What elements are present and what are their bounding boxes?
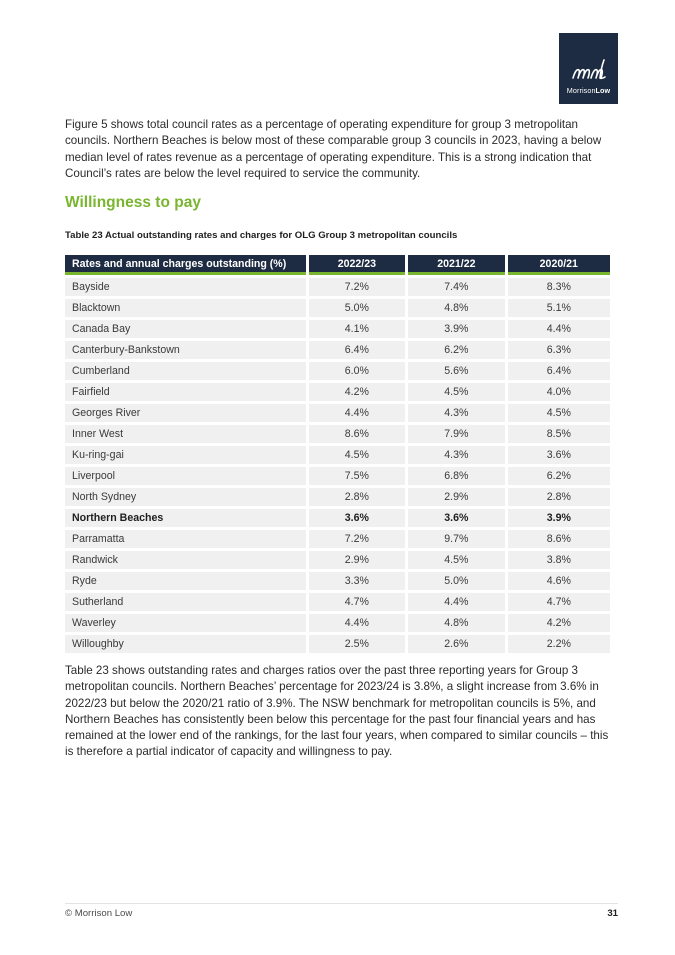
council-name-cell: Willoughby — [65, 635, 306, 653]
company-logo — [559, 33, 618, 104]
value-2021-22-cell: 3.6% — [408, 509, 505, 527]
table-header-row — [65, 255, 610, 275]
table-row — [65, 383, 610, 401]
table-body — [65, 278, 610, 653]
value-2022-23-cell: 8.6% — [309, 425, 406, 443]
value-2021-22-cell: 9.7% — [408, 530, 505, 548]
council-name-cell: Canada Bay — [65, 320, 306, 338]
value-2022-23-cell: 2.9% — [309, 551, 406, 569]
value-2021-22-cell: 6.2% — [408, 341, 505, 359]
table-caption: Table 23 Actual outstanding rates and charges for OLG Group 3 metropolitan councils — [65, 230, 458, 241]
table-row — [65, 488, 610, 506]
footer-divider — [65, 903, 618, 904]
value-2020-21-cell: 4.7% — [508, 593, 610, 611]
value-2021-22-cell: 4.4% — [408, 593, 505, 611]
value-2022-23-cell: 4.2% — [309, 383, 406, 401]
council-name-cell: Northern Beaches — [65, 509, 306, 527]
council-name-cell: Blacktown — [65, 299, 306, 317]
value-2021-22-cell: 7.9% — [408, 425, 505, 443]
column-header-2020-21: 2020/21 — [508, 255, 610, 275]
value-2022-23-cell: 5.0% — [309, 299, 406, 317]
value-2022-23-cell: 6.4% — [309, 341, 406, 359]
value-2021-22-cell: 4.5% — [408, 383, 505, 401]
value-2022-23-cell: 3.6% — [309, 509, 406, 527]
value-2020-21-cell: 3.6% — [508, 446, 610, 464]
council-name-cell: Georges River — [65, 404, 306, 422]
value-2022-23-cell: 4.1% — [309, 320, 406, 338]
value-2022-23-cell: 2.5% — [309, 635, 406, 653]
value-2020-21-cell: 4.6% — [508, 572, 610, 590]
value-2022-23-cell: 4.7% — [309, 593, 406, 611]
value-2020-21-cell: 2.2% — [508, 635, 610, 653]
outstanding-rates-table — [62, 252, 613, 656]
logo-monogram-icon — [570, 58, 608, 82]
table-row — [65, 551, 610, 569]
table-row — [65, 467, 610, 485]
value-2022-23-cell: 7.2% — [309, 530, 406, 548]
table-row — [65, 341, 610, 359]
table-row — [65, 320, 610, 338]
column-header-council: Rates and annual charges outstanding (%) — [65, 255, 306, 275]
council-name-cell: Fairfield — [65, 383, 306, 401]
value-2022-23-cell: 6.0% — [309, 362, 406, 380]
value-2020-21-cell: 4.2% — [508, 614, 610, 632]
column-header-2022-23: 2022/23 — [309, 255, 406, 275]
council-name-cell: Bayside — [65, 278, 306, 296]
closing-paragraph: Table 23 shows outstanding rates and charges ratios over the past three reporting years for Group 3 metropolitan councils. Northern Beaches’ percentage for 2023/24 is 3.8%, a slight increase from 3.6% in 2022/23 but below the 2020/21 ratio of 3.9%. The NSW benchmark for metropolitan councils is 5%, and Northern Beaches has consistently been below this percentage for the past four financial years and has remained at the lower end of the rankings, for the last four years, when compared to similar councils – this is therefore a partial indicator of capacity and willingness to pay. — [65, 664, 609, 759]
table-row — [65, 614, 610, 632]
value-2020-21-cell: 2.8% — [508, 488, 610, 506]
value-2021-22-cell: 4.3% — [408, 446, 505, 464]
value-2022-23-cell: 4.4% — [309, 404, 406, 422]
value-2021-22-cell: 7.4% — [408, 278, 505, 296]
council-name-cell: Inner West — [65, 425, 306, 443]
value-2021-22-cell: 4.8% — [408, 299, 505, 317]
value-2020-21-cell: 4.4% — [508, 320, 610, 338]
table-row — [65, 362, 610, 380]
value-2021-22-cell: 4.8% — [408, 614, 505, 632]
value-2020-21-cell: 3.9% — [508, 509, 610, 527]
table-row — [65, 635, 610, 653]
value-2021-22-cell: 4.3% — [408, 404, 505, 422]
table-row — [65, 299, 610, 317]
council-name-cell: Randwick — [65, 551, 306, 569]
value-2021-22-cell: 4.5% — [408, 551, 505, 569]
value-2022-23-cell: 3.3% — [309, 572, 406, 590]
intro-paragraph: Figure 5 shows total council rates as a percentage of operating expenditure for group 3 metropolitan councils. Northern Beaches is below most of these comparable group 3 councils in 2023, having a below median level of rates revenue as a percentage of operating expenditure. This is a strong indication that Council’s rates are below the level required to service the community. — [65, 118, 602, 180]
value-2022-23-cell: 4.5% — [309, 446, 406, 464]
value-2022-23-cell: 7.5% — [309, 467, 406, 485]
value-2020-21-cell: 6.2% — [508, 467, 610, 485]
council-name-cell: Waverley — [65, 614, 306, 632]
value-2020-21-cell: 8.5% — [508, 425, 610, 443]
table-row — [65, 530, 610, 548]
value-2020-21-cell: 3.8% — [508, 551, 610, 569]
value-2020-21-cell: 4.0% — [508, 383, 610, 401]
value-2020-21-cell: 6.4% — [508, 362, 610, 380]
value-2021-22-cell: 3.9% — [408, 320, 505, 338]
table-row — [65, 593, 610, 611]
table-row — [65, 425, 610, 443]
value-2021-22-cell: 6.8% — [408, 467, 505, 485]
page-number: 31 — [607, 908, 618, 919]
council-name-cell: Sutherland — [65, 593, 306, 611]
value-2021-22-cell: 2.6% — [408, 635, 505, 653]
council-name-cell: Ryde — [65, 572, 306, 590]
council-name-cell: Ku-ring-gai — [65, 446, 306, 464]
table-row — [65, 509, 610, 527]
value-2022-23-cell: 4.4% — [309, 614, 406, 632]
value-2020-21-cell: 8.6% — [508, 530, 610, 548]
value-2022-23-cell: 2.8% — [309, 488, 406, 506]
council-name-cell: Canterbury-Bankstown — [65, 341, 306, 359]
council-name-cell: Parramatta — [65, 530, 306, 548]
value-2022-23-cell: 7.2% — [309, 278, 406, 296]
table-row — [65, 446, 610, 464]
value-2021-22-cell: 2.9% — [408, 488, 505, 506]
table-row — [65, 572, 610, 590]
table-row — [65, 404, 610, 422]
council-name-cell: North Sydney — [65, 488, 306, 506]
column-header-2021-22: 2021/22 — [408, 255, 505, 275]
council-name-cell: Cumberland — [65, 362, 306, 380]
council-name-cell: Liverpool — [65, 467, 306, 485]
value-2020-21-cell: 5.1% — [508, 299, 610, 317]
value-2020-21-cell: 4.5% — [508, 404, 610, 422]
value-2020-21-cell: 6.3% — [508, 341, 610, 359]
value-2020-21-cell: 8.3% — [508, 278, 610, 296]
table-row — [65, 278, 610, 296]
logo-wordmark: MorrisonLow — [566, 86, 611, 95]
footer-copyright: © Morrison Low — [65, 908, 133, 919]
value-2021-22-cell: 5.6% — [408, 362, 505, 380]
section-heading: Willingness to pay — [65, 194, 201, 211]
value-2021-22-cell: 5.0% — [408, 572, 505, 590]
